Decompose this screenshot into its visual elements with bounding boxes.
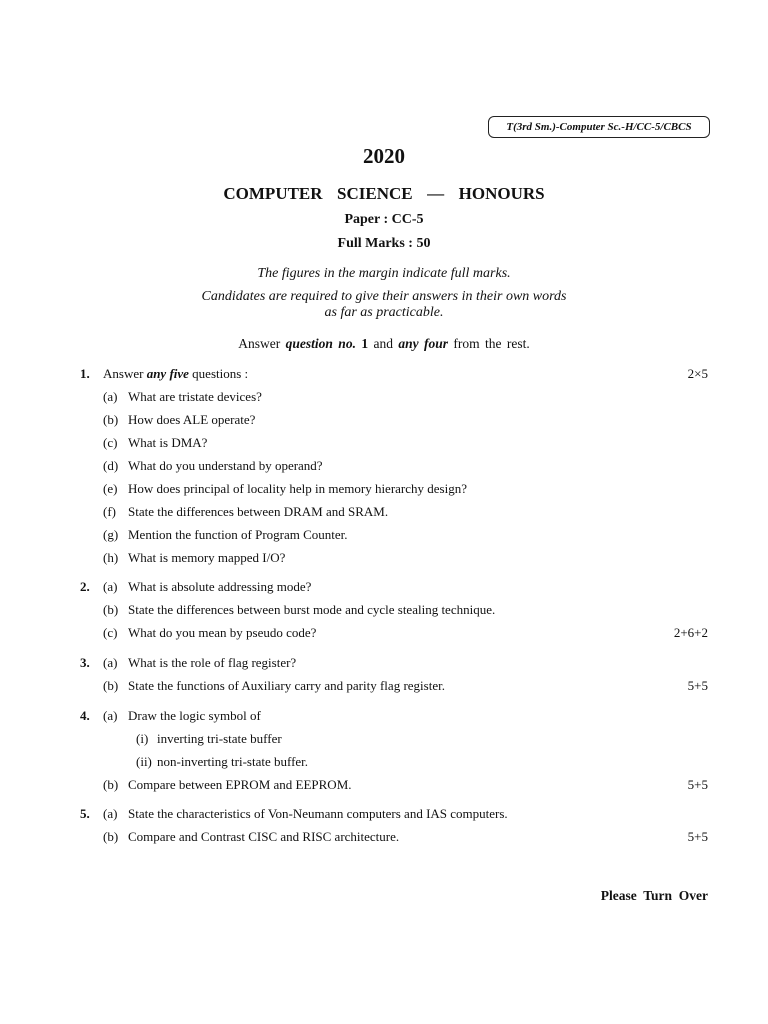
question-marks: 2+6+2	[673, 625, 708, 640]
question-subitem	[0, 731, 768, 751]
item-label: (b)	[103, 829, 119, 844]
item-text: How does principal of locality help in memory hierarchy design?	[128, 481, 467, 496]
instruction-part: and	[373, 336, 399, 351]
item-label: (a)	[103, 655, 118, 670]
item-label: (h)	[103, 550, 119, 565]
question-number: 3.	[80, 655, 90, 670]
item-text: Compare between EPROM and EEPROM.	[128, 777, 352, 792]
question-item	[0, 602, 768, 622]
subject-title: COMPUTER SCIENCE — HONOURS	[223, 184, 545, 203]
item-text: How does ALE operate?	[128, 412, 256, 427]
paper-label: Paper : CC-5	[344, 212, 424, 227]
exam-year: 2020	[363, 144, 405, 168]
paper-code: T(3rd Sm.)-Computer Sc.-H/CC-5/CBCS	[506, 121, 692, 133]
item-label: (b)	[103, 412, 119, 427]
subitem-label: (ii)	[136, 754, 152, 769]
question-item	[0, 625, 768, 645]
item-text: Draw the logic symbol of	[128, 708, 261, 723]
instruction-emphasis-question: question no.	[285, 336, 356, 351]
item-text: Mention the function of Program Counter.	[128, 527, 348, 542]
item-label: (a)	[103, 389, 118, 404]
question-item	[0, 481, 768, 501]
item-text: State the characteristics of Von-Neumann computers and IAS computers.	[128, 806, 508, 821]
question-item	[0, 435, 768, 455]
question-item	[0, 412, 768, 432]
question-item	[0, 777, 768, 797]
instruction-question-number: 1	[355, 336, 374, 351]
question-item	[0, 389, 768, 409]
please-turn-over: Please Turn Over	[600, 888, 708, 903]
subitem-text: non-inverting tri-state buffer.	[157, 754, 309, 769]
item-label: (c)	[103, 435, 118, 450]
item-label: (d)	[103, 458, 119, 473]
paper-code-box	[488, 116, 710, 138]
candidate-note	[0, 289, 768, 321]
question-marks: 2×5	[687, 366, 708, 381]
question-item	[0, 527, 768, 547]
item-text: What is the role of flag register?	[128, 655, 297, 670]
question-3-item-a	[0, 655, 768, 675]
candidate-note-line1: Candidates are required to give their answers in their own words	[201, 289, 567, 304]
question-5-item-a	[0, 806, 768, 826]
question-intro: Answer any five questions :	[103, 366, 249, 381]
question-item	[0, 829, 768, 849]
item-label: (a)	[103, 579, 118, 594]
question-marks: 5+5	[687, 777, 708, 792]
question-item	[0, 678, 768, 698]
item-label: (b)	[103, 678, 119, 693]
instruction-emphasis-any-four: any four	[398, 336, 448, 351]
question-2-item-a	[0, 579, 768, 599]
question-item	[0, 550, 768, 570]
item-text: State the differences between DRAM and SRAM.	[128, 504, 389, 519]
question-subitem	[0, 754, 768, 774]
item-text: State the differences between burst mode and cycle stealing technique.	[128, 602, 496, 617]
answer-instruction	[0, 336, 768, 352]
question-number: 2.	[80, 579, 90, 594]
item-text: What do you understand by operand?	[128, 458, 323, 473]
question-item	[0, 458, 768, 478]
item-label: (b)	[103, 602, 119, 617]
item-text: State the functions of Auxiliary carry and parity flag register.	[128, 678, 445, 693]
item-label: (f)	[103, 504, 116, 519]
question-number: 4.	[80, 708, 90, 723]
question-item	[0, 504, 768, 524]
instruction-part: from the rest.	[447, 336, 530, 351]
instruction-part: Answer	[238, 336, 286, 351]
question-4-item-a	[0, 708, 768, 728]
item-label: (e)	[103, 481, 118, 496]
candidate-note-line2: as far as practicable.	[324, 305, 444, 320]
item-text: What is DMA?	[128, 435, 208, 450]
question-marks: 5+5	[687, 678, 708, 693]
item-label: (a)	[103, 708, 118, 723]
item-text: What is absolute addressing mode?	[128, 579, 312, 594]
subitem-label: (i)	[136, 731, 149, 746]
full-marks: Full Marks : 50	[337, 236, 431, 251]
subitem-text: inverting tri-state buffer	[157, 731, 282, 746]
item-label: (g)	[103, 527, 119, 542]
item-text: What is memory mapped I/O?	[128, 550, 286, 565]
question-number: 1.	[80, 366, 90, 381]
item-label: (c)	[103, 625, 118, 640]
item-label: (b)	[103, 777, 119, 792]
question-number: 5.	[80, 806, 90, 821]
question-marks: 5+5	[687, 829, 708, 844]
question-1-header	[0, 366, 768, 386]
item-text: Compare and Contrast CISC and RISC architecture.	[128, 829, 400, 844]
margin-note: The figures in the margin indicate full marks.	[257, 266, 511, 281]
item-text: What do you mean by pseudo code?	[128, 625, 317, 640]
question-intro-emphasis: any five	[146, 366, 189, 381]
item-label: (a)	[103, 806, 118, 821]
item-text: What are tristate devices?	[128, 389, 262, 404]
